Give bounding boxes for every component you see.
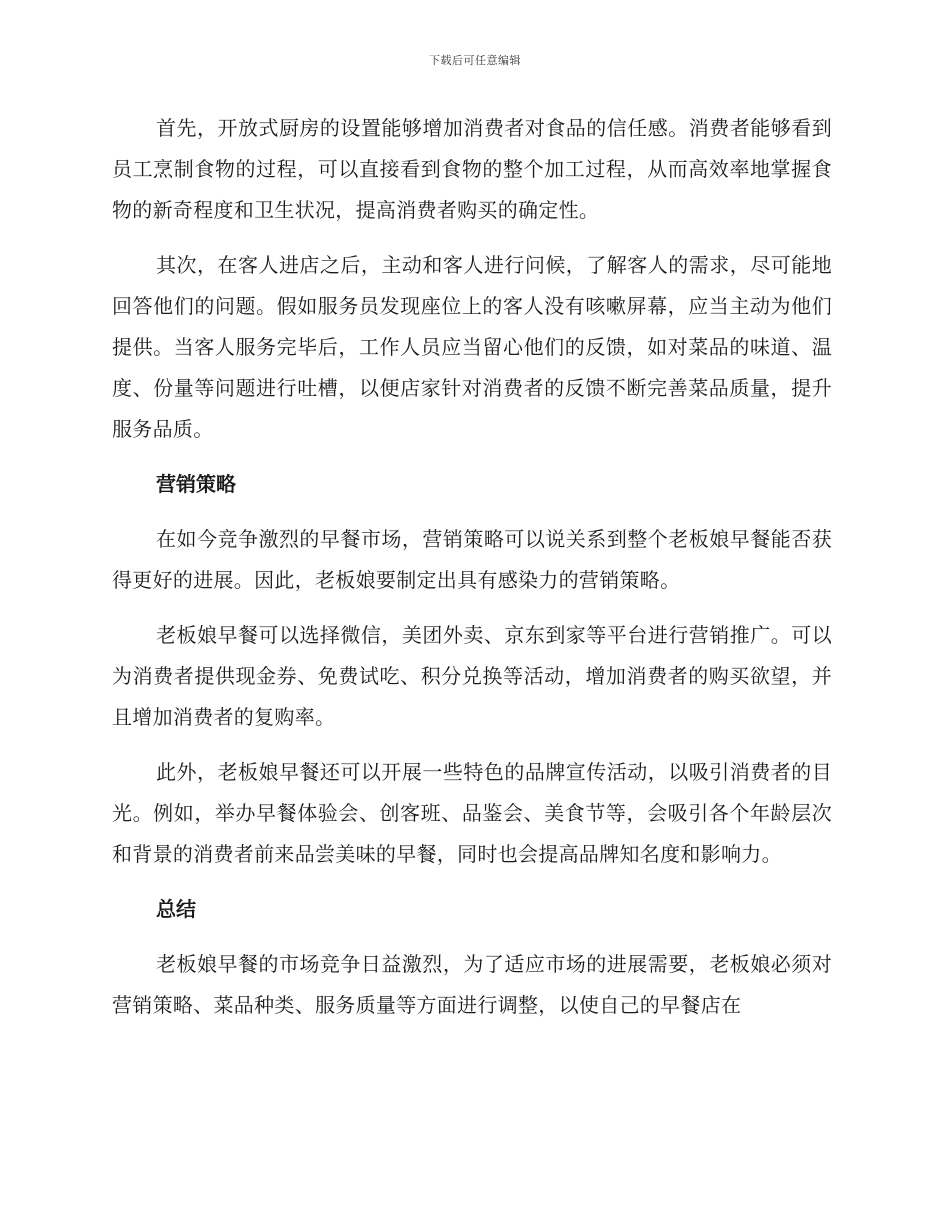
marketing-paragraph-1: 在如今竞争激烈的早餐市场，营销策略可以说关系到整个老板娘早餐能否获得更好的进展。因此，老板娘要制定出具有感染力的营销策略。 xyxy=(112,527,832,592)
marketing-paragraph-2: 老板娘早餐可以选择微信，美团外卖、京东到家等平台进行营销推广。可以为消费者提供现金券、免费试吃、积分兑换等活动，增加消费者的购买欲望，并且增加消费者的复购率。 xyxy=(112,623,832,729)
section-heading-marketing: 营销策略 xyxy=(156,472,236,496)
summary-paragraph-1: 老板娘早餐的市场竞争日益激烈，为了适应市场的进展需要，老板娘必须对营销策略、菜品种类、服务质量等方面进行调整，以使自己的早餐店在 xyxy=(112,952,832,1017)
document-body xyxy=(112,108,832,1040)
section-heading-summary: 总结 xyxy=(156,897,196,921)
page-header: 下载后可任意编辑 xyxy=(429,54,521,67)
intro-paragraph-2: 其次，在客人进店之后，主动和客人进行问候，了解客人的需求，尽可能地回答他们的问题。假如服务员发现座位上的客人没有咳嗽屏幕，应当主动为他们提供。当客人服务完毕后，工作人员应当留心他们的反馈，如对菜品的味道、温度、份量等问题进行吐槽，以便店家针对消费者的反馈不断完善菜品质量，提升服务品质。 xyxy=(112,253,832,441)
marketing-paragraph-3: 此外，老板娘早餐还可以开展一些特色的品牌宣传活动，以吸引消费者的目光。例如，举办早餐体验会、创客班、品鉴会、美食节等，会吸引各个年龄层次和背景的消费者前来品尝美味的早餐，同时也会提高品牌知名度和影响力。 xyxy=(112,760,832,866)
intro-paragraph-1: 首先，开放式厨房的设置能够增加消费者对食品的信任感。消费者能够看到员工烹制食物的过程，可以直接看到食物的整个加工过程，从而高效率地掌握食物的新奇程度和卫生状况，提高消费者购买的确定性。 xyxy=(112,116,832,222)
